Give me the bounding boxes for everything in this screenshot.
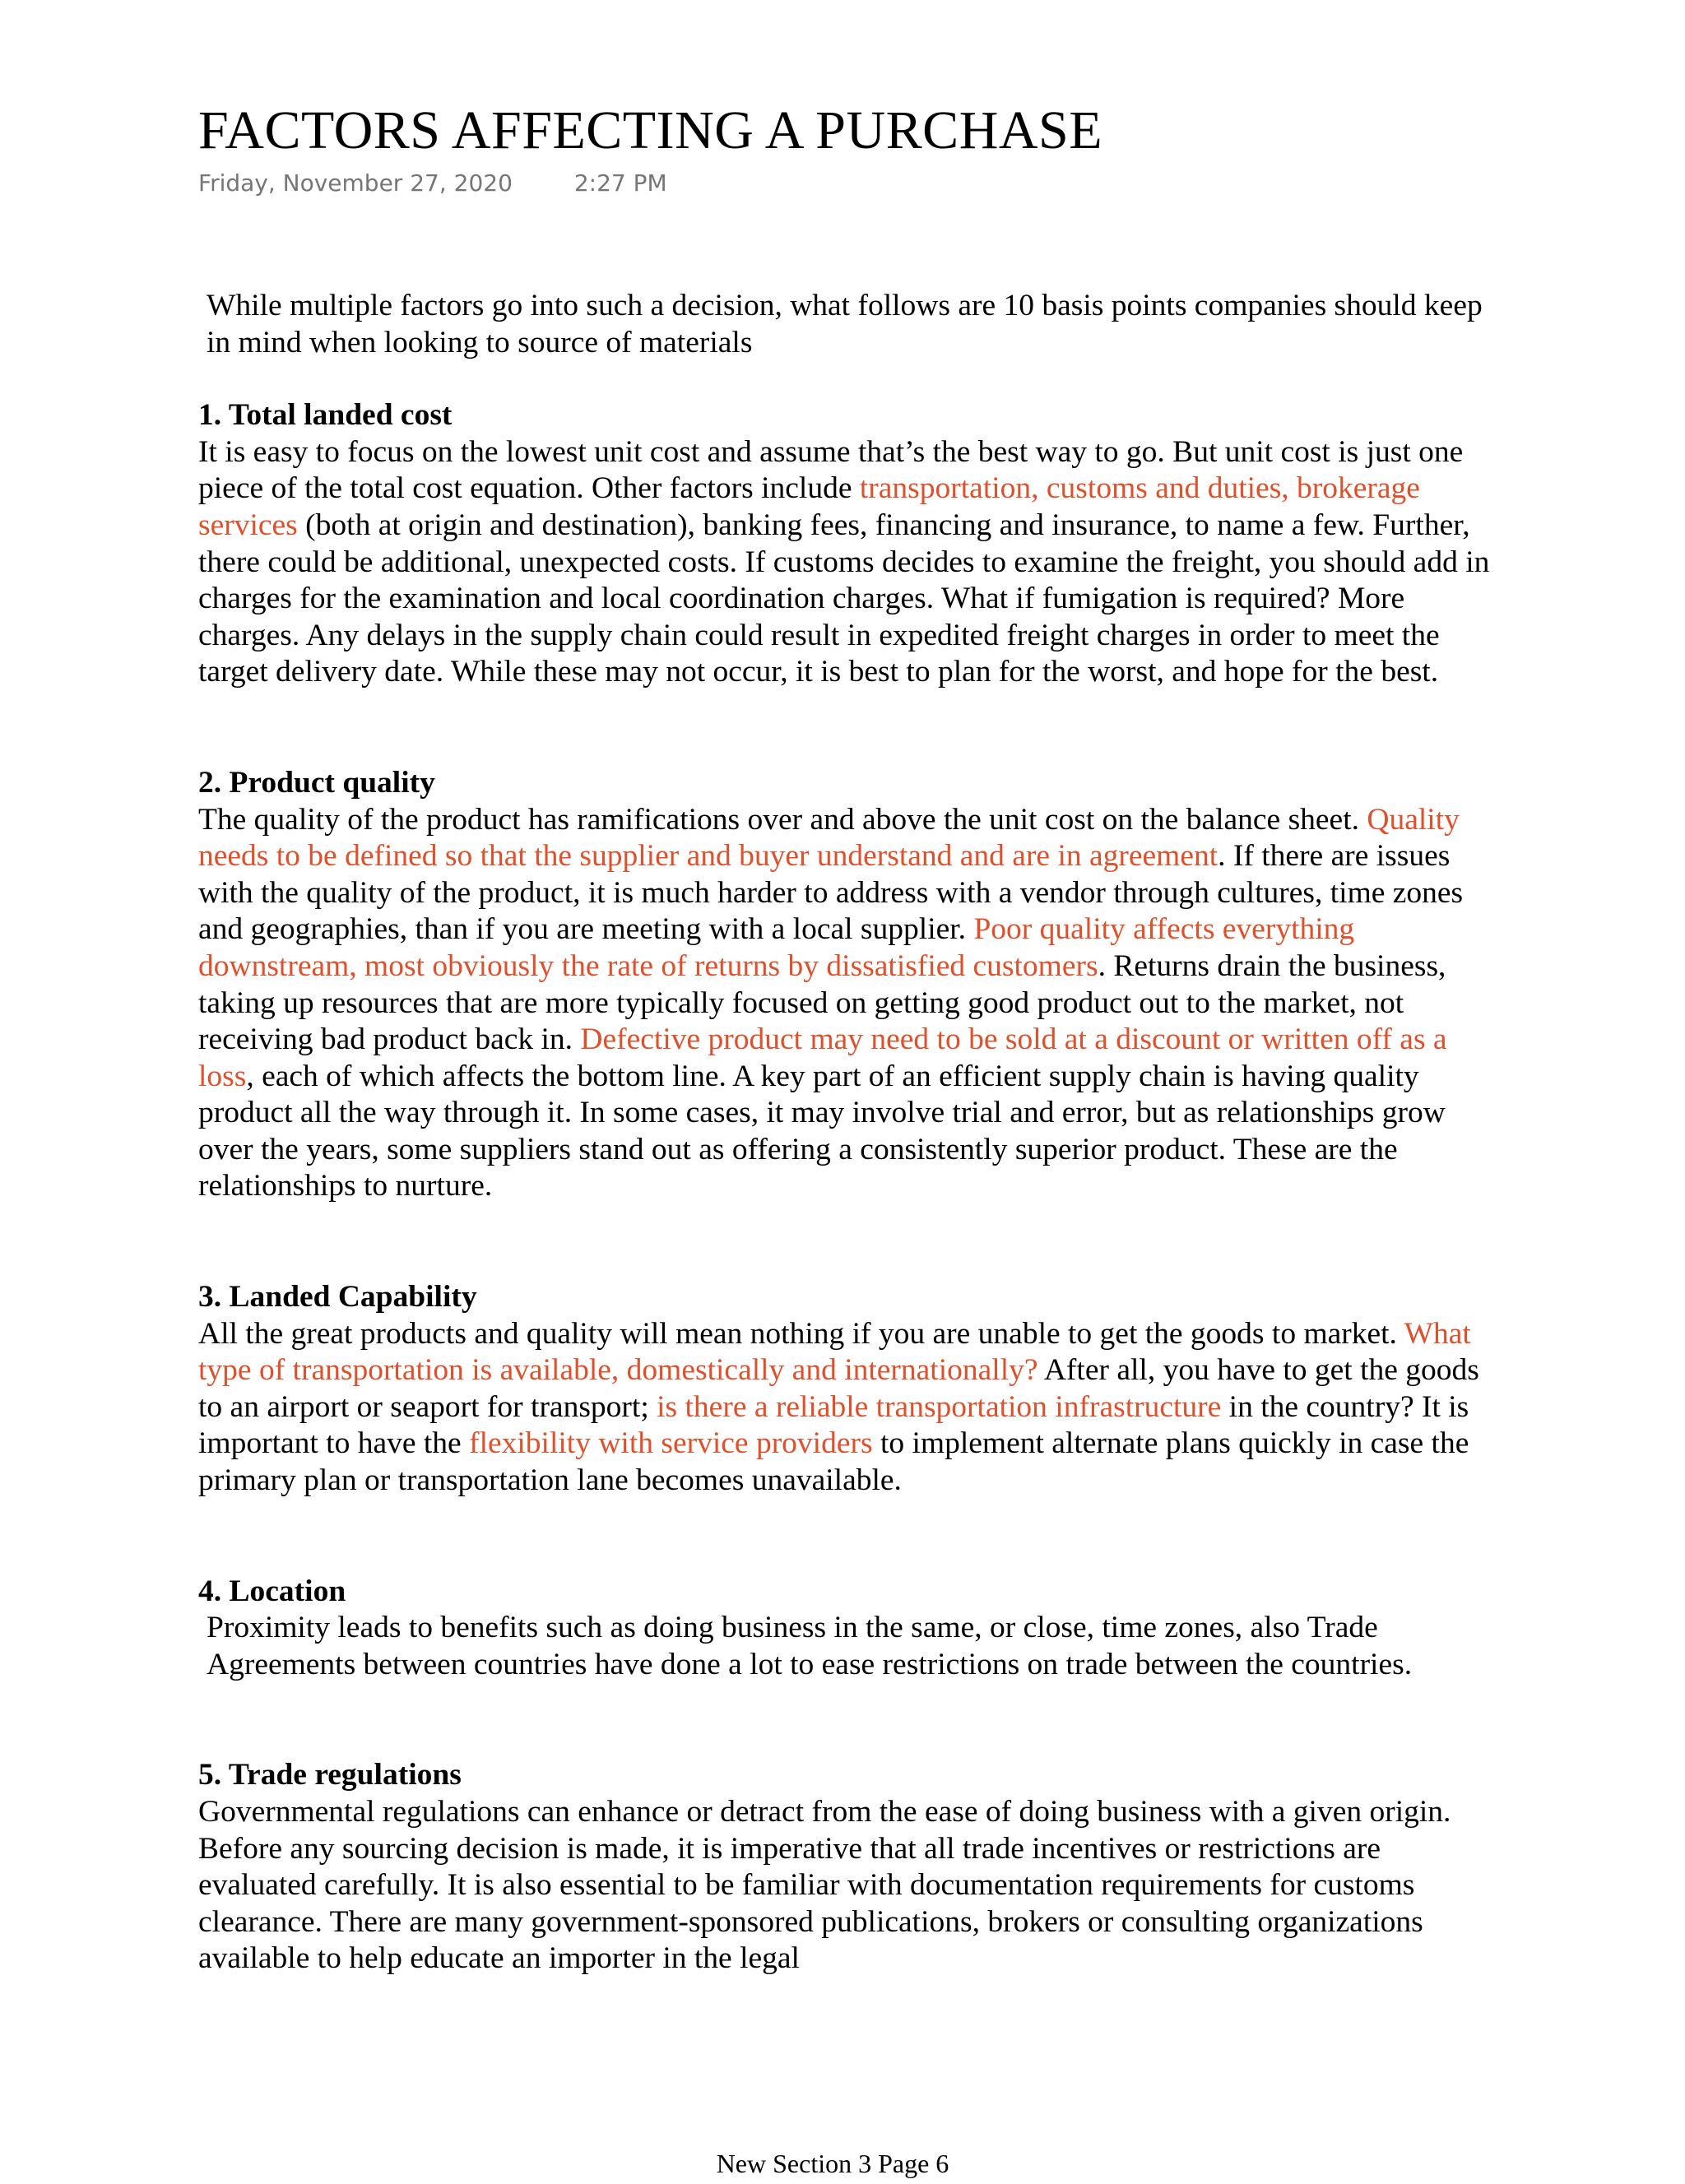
section-heading: 2. Product quality [198, 765, 435, 800]
body-text-run: (both at origin and destination), banking fees, financing and insurance, to name a few. Further, there could be additional, unexpected costs. If customs decides to examine the freight, you should add in charges for the examination and local coordination charges. What if fumigation is required? More charges. Any delays in the supply chain could result in expedited freight charges in order to meet the target delivery date. While these may not occur, it is best to plan for the worst, and hope for the best. [198, 508, 1490, 689]
section-body [198, 1610, 1498, 1683]
highlighted-text-run: Quality needs to be defined so that the supplier and buyer understand and are in agreement [198, 802, 1460, 874]
highlighted-text-run: Defective product may need to be sold at a discount or written off as a loss [198, 1022, 1447, 1093]
section-body [198, 1794, 1498, 1978]
section-total-landed-cost [198, 397, 1498, 691]
highlighted-text-run: flexibility with service providers [469, 1426, 873, 1461]
body-text-run: . Returns drain the business, taking up resources that are more typically focused on getting good product out to the market, not receiving bad product back in. [198, 948, 1446, 1057]
page-metadata [198, 169, 1498, 202]
page-date: Friday, November 27, 2020 [198, 169, 513, 197]
section-landed-capability [198, 1279, 1498, 1500]
body-text-run: . If there are issues with the quality of the product, it is much harder to address with a vendor through cultures, time zones and geographies, than if you are meeting with a local supplier. [198, 839, 1464, 947]
body-text-run: Governmental regulations can enhance or detract from the ease of doing business with a given origin. Before any sourcing decision is made, it is imperative that all trade incentives or restrictions are evaluated carefully. It is also essential to be familiar with documentation requirements for customs clearance. There are many government-sponsored publications, brokers or consulting organizations available to help educate an importer in the legal [198, 1795, 1451, 1976]
section-body [198, 1316, 1498, 1500]
body-text-run: After all, you have to get the goods to an airport or seaport for transport; [198, 1353, 1479, 1424]
section-location [198, 1574, 1498, 1684]
section-heading: 1. Total landed cost [198, 398, 453, 433]
body-text-run: The quality of the product has ramifications over and above the unit cost on the balance sheet. [198, 802, 1367, 837]
body-text-run: It is easy to focus on the lowest unit cost and assume that’s the best way to go. But unit cost is just one piece of the total cost equation. Other factors include [198, 434, 1464, 506]
body-text-run: All the great products and quality will mean nothing if you are unable to get the goods to market. [198, 1316, 1404, 1351]
page-footer [0, 2147, 1685, 2180]
page-number-label: New Section 3 Page 6 [716, 2149, 949, 2178]
section-trade-regulations [198, 1757, 1498, 1978]
body-text-run: Proximity leads to benefits such as doing business in the same, or close, time zones, also Trade Agreements between countries have done a lot to ease restrictions on trade between the countries. [207, 1611, 1413, 1681]
body-text-run: in the country? It is important to have the [198, 1389, 1469, 1461]
highlighted-text-run: transportation, customs and duties, brokerage services [198, 471, 1420, 542]
highlighted-text-run: is there a reliable transportation infrastructure [657, 1389, 1222, 1424]
body-text-run: to implement alternate plans quickly in case the primary plan or transportation lane becomes unavailable. [198, 1426, 1469, 1498]
highlighted-text-run: What type of transportation is available, domestically and internationally? [198, 1316, 1471, 1388]
document-page [198, 99, 1498, 1978]
section-product-quality [198, 765, 1498, 1205]
section-body [198, 434, 1498, 691]
page-time: 2:27 PM [573, 169, 667, 197]
highlighted-text-run: Poor quality affects everything downstream, most obviously the rate of returns by dissatisfied customers [198, 912, 1355, 983]
page-title: FACTORS AFFECTING A PURCHASE [198, 100, 1103, 160]
section-body [198, 802, 1498, 1206]
section-heading: 4. Location [198, 1574, 346, 1608]
body-text-run: , each of which affects the bottom line. A key part of an efficient supply chain is having quality product all the way through it. In some cases, it may involve trial and error, but as relationships grow over the years, some suppliers stand out as offering a consistently superior product. These are the relationships to nurture. [198, 1059, 1446, 1203]
section-heading: 3. Landed Capability [198, 1280, 477, 1315]
intro-paragraph: While multiple factors go into such a decision, what follows are 10 basis points companies should keep in mind when looking to source of materials [207, 289, 1483, 359]
section-heading: 5. Trade regulations [198, 1758, 462, 1792]
